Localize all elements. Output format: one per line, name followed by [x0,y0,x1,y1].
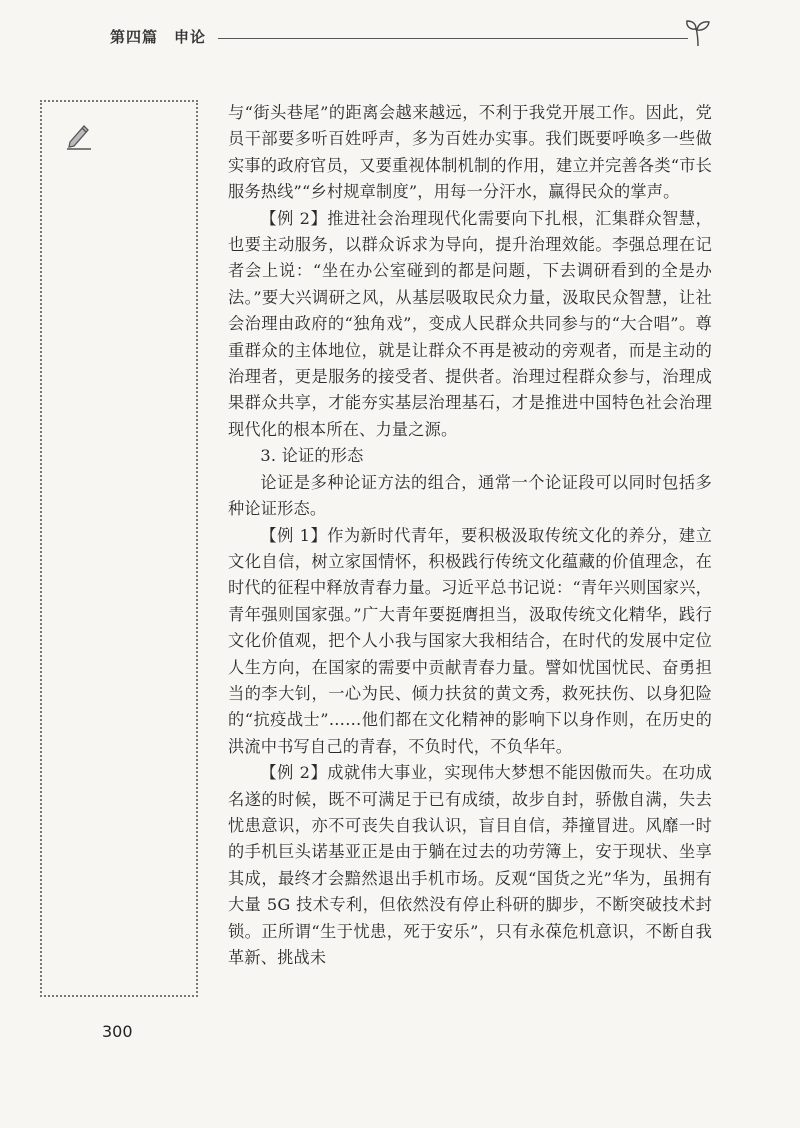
running-header [110,26,710,54]
pencil-icon [64,120,94,150]
page-number: 300 [102,1022,133,1041]
header-part: 第四篇 [110,28,159,46]
header-text [110,26,222,47]
paragraph-2: 【例 2】推进社会治理现代化需要向下扎根，汇集群众智慧，也要主动服务，以群众诉求为导向，提升治理效能。李强总理在记者会上说：“坐在办公室碰到的都是问题，下去调研看到的全是办法。”要大兴调研之风，从基层吸取民众力量，汲取民众智慧，让社会治理由政府的“独角戏”，变成人民群众共同参与的“大合唱”。尊重群众的主体地位，就是让群众不再是被动的旁观者，而是主动的治理者，更是服务的接受者、提供者。治理过程群众参与，治理成果群众共享，才能夯实基层治理基石，才是推进中国特色社会治理现代化的根本所在、力量之源。 [228,208,712,439]
paragraph-4: 【例 1】作为新时代青年，要积极汲取传统文化的养分，建立文化自信，树立家国情怀，积极践行传统文化蕴藏的价值理念，在时代的征程中释放青春力量。习近平总书记说：“青年兴则国家兴，青年强则国家强。”广大青年要挺膺担当，汲取传统文化精华，践行文化价值观，把个人小我与国家大我相结合，在时代的发展中定位人生方向，在国家的需要中贡献青春力量。譬如忧国忧民、奋勇担当的李大钊，一心为民、倾力扶贫的黄文秀，救死扶伤、以身犯险的“抗疫战士”……他们都在文化精神的影响下以身作则，在历史的洪流中书写自己的青春，不负时代，不负华年。 [228,525,712,756]
paragraph-1: 与“街头巷尾”的距离会越来越远，不利于我党开展工作。因此，党员干部要多听百姓呼声，多为百姓办实事。我们既要呼唤多一些做实事的政府官员，又要重视体制机制的作用，建立并完善各类“市长服务热线”“乡村规章制度”，用每一分汗水，赢得民众的掌声。 [228,103,712,202]
header-title: 申论 [174,28,207,46]
main-text [228,100,712,971]
section-heading: 3. 论证的形态 [260,446,364,466]
sprout-icon [684,18,712,48]
notes-sidebar [40,100,198,997]
header-rule [218,38,688,39]
paragraph-3: 论证是多种论证方法的组合，通常一个论证段可以同时包括多种论证形态。 [228,472,712,519]
paragraph-5: 【例 2】成就伟大事业，实现伟大梦想不能因傲而失。在功成名遂的时候，既不可满足于已有成绩，故步自封，骄傲自满，失去忧患意识，亦不可丧失自我认识，盲目自信，莽撞冒进。风靡一时的手机巨头诺基亚正是由于躺在过去的功劳簿上，安于现状、坐享其成，最终才会黯然退出手机市场。反观“国货之光”华为，虽拥有大量 5G 技术专利，但依然没有停止科研的脚步，不断突破技术封锁。正所谓“生于忧患，死于安乐”，只有永葆危机意识，不断自我革新、挑战未 [228,763,712,967]
